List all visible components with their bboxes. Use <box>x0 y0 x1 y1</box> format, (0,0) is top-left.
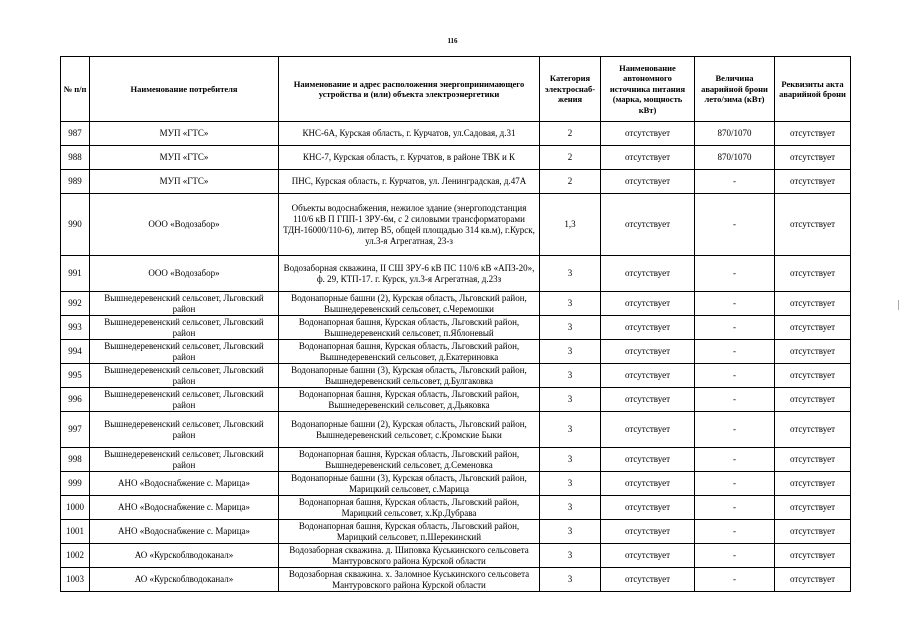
cell-category: 2 <box>540 170 601 194</box>
header-category: Категория электроснаб-жения <box>540 57 601 122</box>
cell-requisites: отсутствует <box>775 146 851 170</box>
table-row <box>61 256 851 292</box>
header-num: № п/п <box>61 57 90 122</box>
cell-object: Водозаборная скважина. д. Шиповка Куськинского сельсовета Мантуровского района Курской области <box>279 544 540 568</box>
cell-source: отсутствует <box>601 316 695 340</box>
table-row <box>61 520 851 544</box>
table-row <box>61 448 851 472</box>
cell-num: 997 <box>61 412 90 448</box>
cell-num: 990 <box>61 194 90 256</box>
cell-source: отсутствует <box>601 364 695 388</box>
cell-consumer: АНО «Водоснабжение с. Марица» <box>90 520 279 544</box>
cell-armor: - <box>695 520 775 544</box>
table-row <box>61 194 851 256</box>
cell-source: отсутствует <box>601 388 695 412</box>
cell-consumer: Вышнедеревенский сельсовет, Льговский район <box>90 412 279 448</box>
cell-consumer: Вышнедеревенский сельсовет, Льговский район <box>90 340 279 364</box>
cell-num: 993 <box>61 316 90 340</box>
header-armor: Величина аварийной брони лето/зима (кВт) <box>695 57 775 122</box>
cell-category: 3 <box>540 388 601 412</box>
cell-source: отсутствует <box>601 544 695 568</box>
cell-object: ПНС, Курская область, г. Курчатов, ул. Ленинградская, д.47А <box>279 170 540 194</box>
table-row <box>61 388 851 412</box>
cell-consumer: АНО «Водоснабжение с. Марица» <box>90 496 279 520</box>
cell-requisites: отсутствует <box>775 364 851 388</box>
cell-object: КНС-6А, Курская область, г. Курчатов, ул.Садовая, д.31 <box>279 122 540 146</box>
cell-source: отсутствует <box>601 340 695 364</box>
cell-category: 2 <box>540 146 601 170</box>
table-row <box>61 292 851 316</box>
cell-category: 3 <box>540 292 601 316</box>
cell-consumer: АО «Курскоблводоканал» <box>90 544 279 568</box>
cell-requisites: отсутствует <box>775 448 851 472</box>
table-row <box>61 316 851 340</box>
cell-armor: - <box>695 472 775 496</box>
cell-num: 1003 <box>61 568 90 592</box>
cell-num: 991 <box>61 256 90 292</box>
cell-requisites: отсутствует <box>775 316 851 340</box>
cell-source: отсутствует <box>601 568 695 592</box>
cell-consumer: Вышнедеревенский сельсовет, Льговский район <box>90 292 279 316</box>
cell-source: отсутствует <box>601 292 695 316</box>
table-row <box>61 568 851 592</box>
cell-requisites: отсутствует <box>775 544 851 568</box>
table-row <box>61 170 851 194</box>
table-row <box>61 146 851 170</box>
cell-source: отсутствует <box>601 520 695 544</box>
cell-object: Водонапорная башня, Курская область, Льговский район, Вышнедеревенский сельсовет, д.Екатериновка <box>279 340 540 364</box>
header-requisites: Реквизиты акта аварийной брони <box>775 57 851 122</box>
page-number: 116 <box>447 37 458 45</box>
cell-object: Водонапорные башни (2), Курская область, Льговский район, Вышнедеревенский сельсовет, с.Кромские Быки <box>279 412 540 448</box>
cell-armor: - <box>695 388 775 412</box>
cell-requisites: отсутствует <box>775 388 851 412</box>
table-row <box>61 472 851 496</box>
cell-source: отсутствует <box>601 122 695 146</box>
cell-object: Водонапорная башня, Курская область, Льговский район, Марицкий сельсовет, п.Шерекинский <box>279 520 540 544</box>
table-row <box>61 340 851 364</box>
cell-consumer: Вышнедеревенский сельсовет, Льговский район <box>90 316 279 340</box>
cell-object: Водозаборная скважина. х. Заломное Куськинского сельсовета Мантуровского района Курской области <box>279 568 540 592</box>
table-row <box>61 496 851 520</box>
cell-num: 1001 <box>61 520 90 544</box>
cell-category: 3 <box>540 412 601 448</box>
cell-requisites: отсутствует <box>775 122 851 146</box>
table-header-row <box>61 57 851 122</box>
cell-source: отсутствует <box>601 448 695 472</box>
cell-num: 999 <box>61 472 90 496</box>
cell-object: КНС-7, Курская область, г. Курчатов, в районе ТВК и К <box>279 146 540 170</box>
cell-requisites: отсутствует <box>775 472 851 496</box>
cell-category: 3 <box>540 364 601 388</box>
cell-source: отсутствует <box>601 194 695 256</box>
cell-num: 995 <box>61 364 90 388</box>
cell-consumer: МУП «ГТС» <box>90 122 279 146</box>
cell-armor: 870/1070 <box>695 122 775 146</box>
cell-requisites: отсутствует <box>775 170 851 194</box>
cell-num: 994 <box>61 340 90 364</box>
cell-category: 3 <box>540 448 601 472</box>
cell-requisites: отсутствует <box>775 568 851 592</box>
cell-num: 992 <box>61 292 90 316</box>
cell-consumer: Вышнедеревенский сельсовет, Льговский район <box>90 388 279 412</box>
table-row <box>61 412 851 448</box>
header-consumer: Наименование потребителя <box>90 57 279 122</box>
cell-armor: - <box>695 316 775 340</box>
cell-consumer: ООО «Водозабор» <box>90 194 279 256</box>
cell-object: Водозаборная скважина, II СШ ЗРУ-6 кВ ПС 110/6 кВ «АПЗ-20», ф. 29, КТП-17. г. Курск, ул.3-я Агрегатная, д.23з <box>279 256 540 292</box>
cell-armor: 870/1070 <box>695 146 775 170</box>
cell-num: 1002 <box>61 544 90 568</box>
table-row <box>61 544 851 568</box>
cell-category: 3 <box>540 256 601 292</box>
cell-requisites: отсутствует <box>775 292 851 316</box>
cell-category: 2 <box>540 122 601 146</box>
cell-consumer: Вышнедеревенский сельсовет, Льговский район <box>90 364 279 388</box>
cell-consumer: Вышнедеревенский сельсовет, Льговский район <box>90 448 279 472</box>
cell-armor: - <box>695 292 775 316</box>
table-row <box>61 122 851 146</box>
cell-armor: - <box>695 194 775 256</box>
cell-object: Водонапорная башня, Курская область, Льговский район, Вышнедеревенский сельсовет, п.Яблоневый <box>279 316 540 340</box>
cell-num: 1000 <box>61 496 90 520</box>
table-row <box>61 364 851 388</box>
cell-requisites: отсутствует <box>775 496 851 520</box>
cell-armor: - <box>695 448 775 472</box>
cell-consumer: АНО «Водоснабжение с. Марица» <box>90 472 279 496</box>
cell-object: Водонапорная башня, Курская область, Льговский район, Марицкий сельсовет, х.Кр.Дубрава <box>279 496 540 520</box>
cell-category: 3 <box>540 496 601 520</box>
cell-armor: - <box>695 364 775 388</box>
cell-category: 3 <box>540 472 601 496</box>
header-source: Наименование автономного источника питания (марка, мощность кВт) <box>601 57 695 122</box>
cell-num: 987 <box>61 122 90 146</box>
cell-object: Водонапорные башни (3), Курская область, Льговский район, Вышнедеревенский сельсовет, д.Булгаковка <box>279 364 540 388</box>
cell-consumer: ООО «Водозабор» <box>90 256 279 292</box>
cell-category: 1,3 <box>540 194 601 256</box>
cell-armor: - <box>695 412 775 448</box>
cell-num: 998 <box>61 448 90 472</box>
cell-source: отсутствует <box>601 146 695 170</box>
cell-source: отсутствует <box>601 472 695 496</box>
cell-category: 3 <box>540 568 601 592</box>
cell-object: Водонапорная башня, Курская область, Льговский район, Вышнедеревенский сельсовет, д.Дьяковка <box>279 388 540 412</box>
cell-consumer: АО «Курскоблводоканал» <box>90 568 279 592</box>
cell-object: Водонапорная башня, Курская область, Льговский район, Вышнедеревенский сельсовет, д.Семеновка <box>279 448 540 472</box>
cell-object: Объекты водоснабжения, нежилое здание (энергоподстанция 110/6 кВ П ГПП-1 ЗРУ-6м, с 2 силовыми трансформаторами ТДН-16000/110-6), литер В5, общей площадью 314 кв.м), г.Курск, ул.3-я Агрегатная, 23-з <box>279 194 540 256</box>
cell-num: 989 <box>61 170 90 194</box>
cell-object: Водонапорные башни (2), Курская область, Льговский район, Вышнедеревенский сельсовет, с.Черемошки <box>279 292 540 316</box>
cell-requisites: отсутствует <box>775 194 851 256</box>
cell-category: 3 <box>540 544 601 568</box>
header-object: Наименование и адрес расположения энергопринимающего устройства и (или) объекта электроэнергетики <box>279 57 540 122</box>
cell-requisites: отсутствует <box>775 520 851 544</box>
cell-armor: - <box>695 340 775 364</box>
emergency-reserve-table <box>60 56 851 592</box>
cell-object: Водонапорные башни (3), Курская область, Льговский район, Марицкий сельсовет, с.Марица <box>279 472 540 496</box>
scan-edge-mark <box>898 300 902 310</box>
cell-category: 3 <box>540 316 601 340</box>
cell-requisites: отсутствует <box>775 340 851 364</box>
cell-source: отсутствует <box>601 412 695 448</box>
cell-source: отсутствует <box>601 170 695 194</box>
cell-armor: - <box>695 170 775 194</box>
cell-source: отсутствует <box>601 496 695 520</box>
cell-consumer: МУП «ГТС» <box>90 170 279 194</box>
cell-category: 3 <box>540 340 601 364</box>
cell-source: отсутствует <box>601 256 695 292</box>
cell-requisites: отсутствует <box>775 256 851 292</box>
cell-num: 988 <box>61 146 90 170</box>
cell-armor: - <box>695 256 775 292</box>
cell-armor: - <box>695 568 775 592</box>
cell-category: 3 <box>540 520 601 544</box>
cell-num: 996 <box>61 388 90 412</box>
cell-consumer: МУП «ГТС» <box>90 146 279 170</box>
cell-armor: - <box>695 544 775 568</box>
cell-armor: - <box>695 496 775 520</box>
cell-requisites: отсутствует <box>775 412 851 448</box>
